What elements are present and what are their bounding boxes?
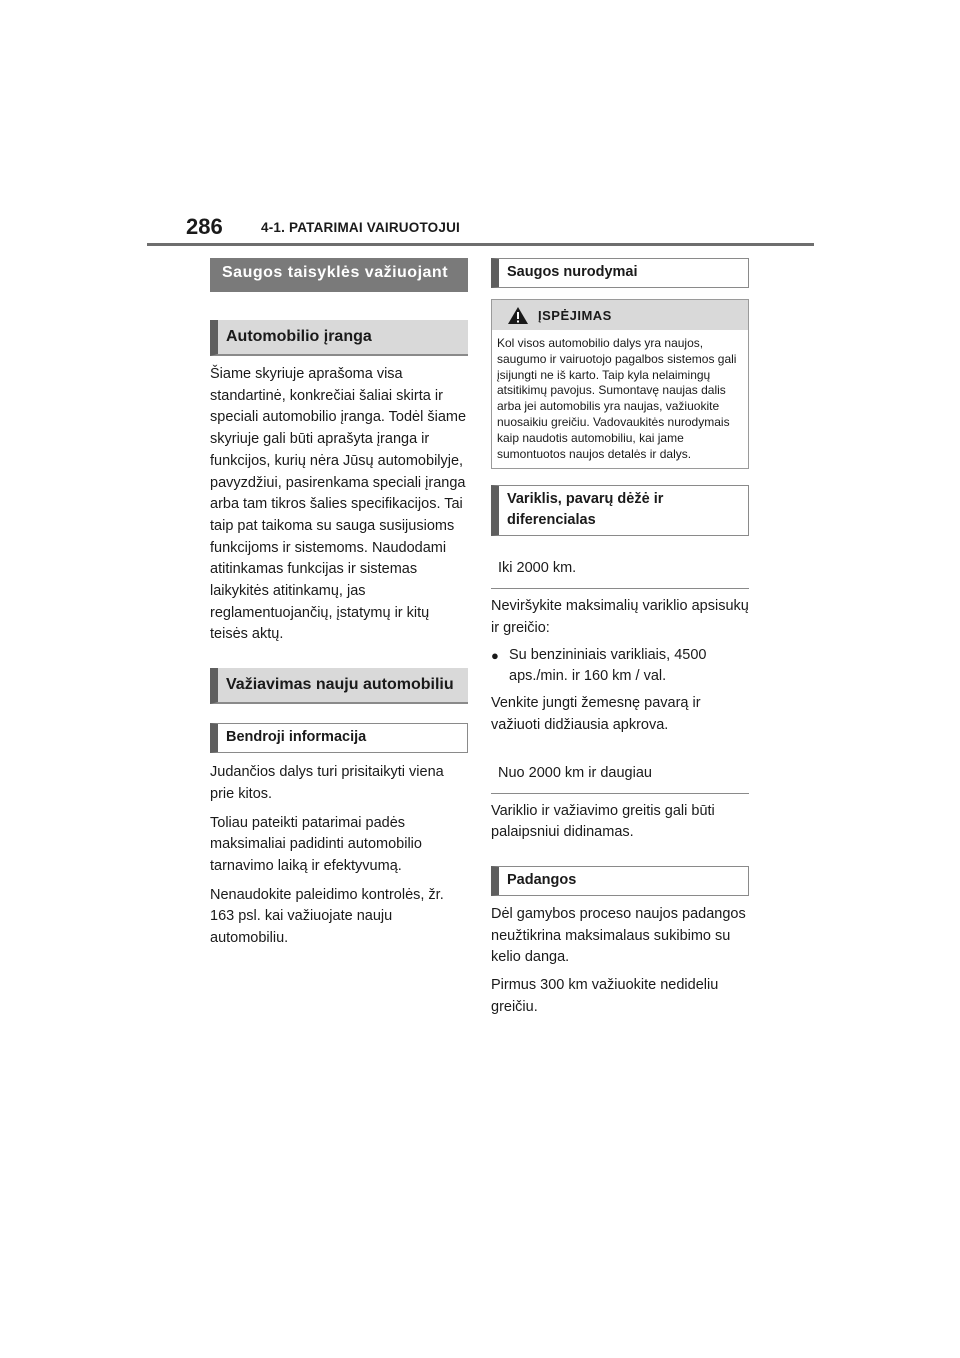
chapter-title: 4-1. PATARIMAI VAIRUOTOJUI [261,220,460,235]
bullet-icon: ● [491,647,499,663]
bullet-item [491,645,749,688]
left-column [210,258,468,950]
paragraph-up-to-1: Neviršykite maksimalių variklio apsisukų ir greičio: [491,598,749,637]
warning-text: Kol visos automobilio dalys yra naujos, saugumo ir vairuotojo pagalbos sistemos gali įsijungti ne iš karto. Taip kyla nelaimingų atsitikimų pavojus. Sumontavę naujas dalis arba jei automobilis yra naujas, važiuokite nuosaikiu greičiu. Vadovaukitės nurodymais kaip naudotis automobiliu, kai jame sumontuotos naujos detalės ir dalys. [497,336,737,461]
paragraph-up-to-2: Venkite jungti žemesnę pavarą ir važiuoti didžiausia apkrova. [491,695,701,733]
header-divider [147,243,814,246]
section-heading-safety-rules: Saugos taisyklės važiuojant [210,258,468,292]
subheading-safety-notes: Saugos nurodymai [491,258,749,288]
subheading-up-to-2000: Iki 2000 km. [491,550,749,589]
subheading-from-2000: Nuo 2000 km ir daugiau [491,755,749,794]
paragraph-equipment: Šiame skyriuje aprašoma visa standartinė, konkrečiai šaliai skirta ir speciali automobilio įranga. Todėl šiame skyriuje gali būti aprašyta įranga ir funkcijos, kurių nėra Jūsų automobilyje, pavyzdžiui, pasirenkama speciali įranga arba tam tikros šalies specifikacijos. Tai taip pat taikoma su sauga susijusioms funkcijoms ir sistemoms. Naudodami atitinkamas funkcijas ir sistemas laikykitės atitinkamų, jas reglamentuojančių, įstatymų ir kitų teisės aktų. [210,366,467,643]
paragraph-tires-2: Pirmus 300 km važiuokite nedideliu greičiu. [491,977,719,1015]
right-column [491,258,749,1019]
subheading-engine-gearbox: Variklis, pavarų dėžė ir diferencialas [491,485,749,536]
warning-label: ĮSPĖJIMAS [538,307,612,323]
warning-header [492,300,748,330]
paragraph-from-1: Variklio ir važiavimo greitis gali būti palaipsniui didinamas. [491,802,715,841]
subheading-general-info: Bendroji informacija [210,723,468,753]
subheading-vehicle-equipment: Automobilio įranga [210,320,468,356]
bullet-text: Su benzininiais varikliais, 4500 aps./min. ir 160 km / val. [509,646,707,685]
subheading-new-car: Važiavimas nauju automobiliu [210,668,468,704]
subheading-tires: Padangos [491,866,749,896]
paragraph-tires-1: Dėl gamybos proceso naujos padangos neužtikrina maksimalaus sukibimo su kelio danga. [491,906,746,966]
warning-triangle-icon [507,306,529,325]
paragraph-general-2: Toliau pateikti patarimai padės maksimaliai padidinti automobilio tarnavimo laiką ir efektyvumą. [210,814,422,874]
paragraph-general-1: Judančios dalys turi prisitaikyti viena prie kitos. [210,764,444,802]
page-number: 286 [186,214,223,239]
paragraph-general-3: Nenaudokite paleidimo kontrolės, žr. 163 psl. kai važiuojate nauju automobiliu. [210,886,444,947]
warning-box [491,299,749,469]
